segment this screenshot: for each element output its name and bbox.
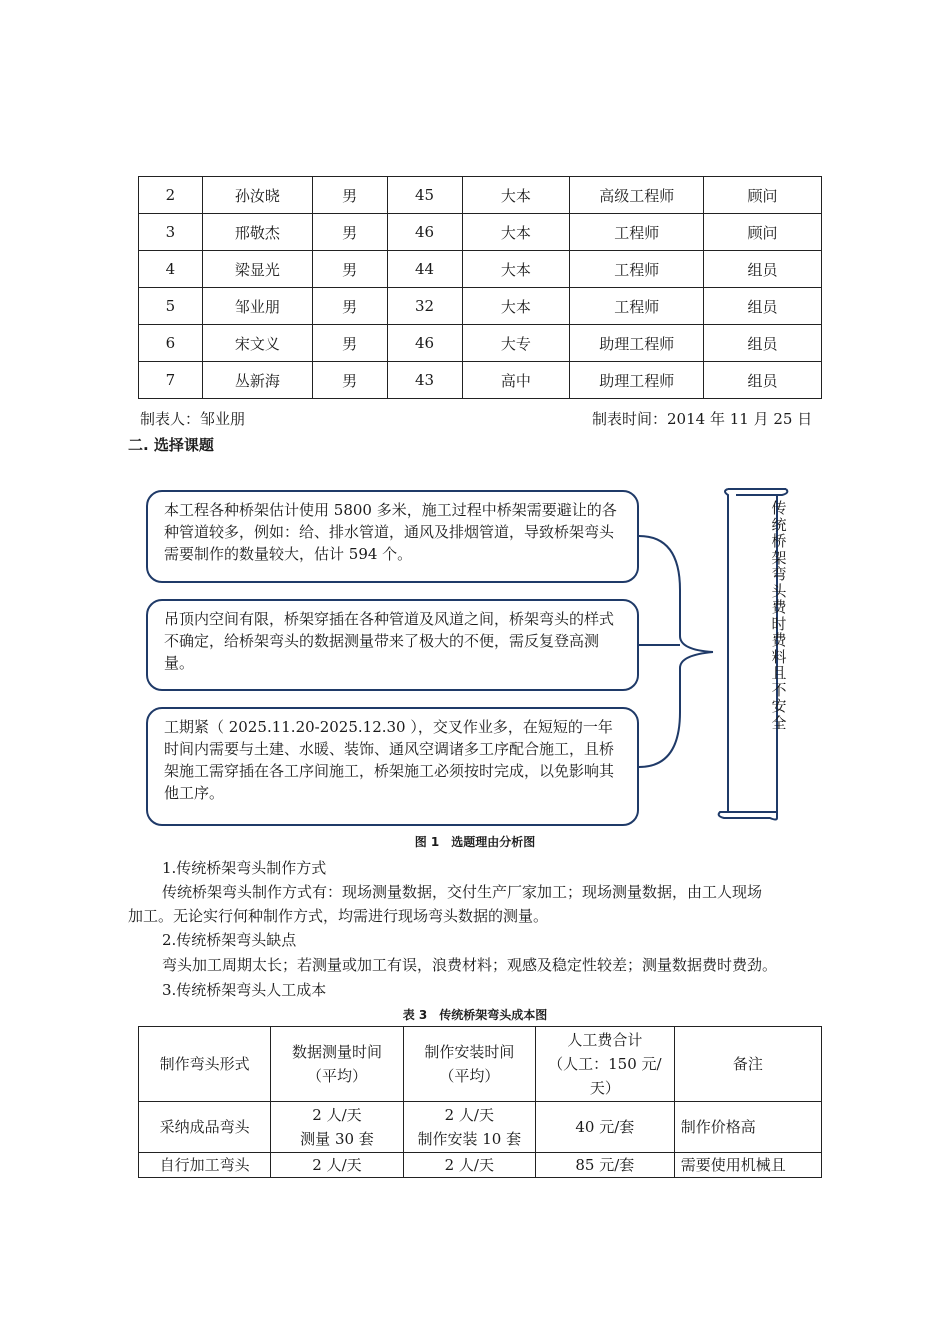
table-cell: 4	[139, 251, 203, 288]
cost-table	[138, 1026, 822, 1178]
paragraph-method-2: 加工。无论实行何种制作方式，均需进行现场弯头数据的测量。	[128, 907, 549, 925]
table-cell: 43	[387, 362, 462, 399]
table-row	[139, 1102, 822, 1153]
table-cell: 男	[312, 325, 387, 362]
table-cell: 自行加工弯头	[139, 1153, 271, 1178]
table-header-cell: 备注	[674, 1027, 821, 1102]
section-title: 二. 选择课题	[128, 436, 214, 454]
table-row	[139, 362, 822, 399]
table-cell: 2	[139, 177, 203, 214]
table-cell: 2 人/天 测量 30 套	[271, 1102, 403, 1153]
table-cell: 工程师	[570, 251, 704, 288]
table-cell: 丛新海	[202, 362, 312, 399]
table-cell: 男	[312, 288, 387, 325]
table-cell: 男	[312, 177, 387, 214]
table-row	[139, 325, 822, 362]
table-cell: 制作价格高	[674, 1102, 821, 1153]
table-header-cell: 制作安装时间 （平均）	[403, 1027, 535, 1102]
table-cell: 男	[312, 362, 387, 399]
table-row	[139, 288, 822, 325]
table-row	[139, 177, 822, 214]
table-cell: 大本	[462, 214, 570, 251]
table-cell: 顾问	[704, 177, 822, 214]
table-cell: 大专	[462, 325, 570, 362]
table-row	[139, 214, 822, 251]
heading-method: 1.传统桥架弯头制作方式	[162, 859, 327, 877]
table-cell: 组员	[704, 325, 822, 362]
table-cell: 2 人/天 制作安装 10 套	[403, 1102, 535, 1153]
table-cell: 梁显光	[202, 251, 312, 288]
table-cell: 46	[387, 325, 462, 362]
table-made-time: 制表时间：2014 年 11 月 25 日	[592, 410, 813, 428]
table-cell: 44	[387, 251, 462, 288]
table-cell: 需要使用机械且	[674, 1153, 821, 1178]
table-cell: 工程师	[570, 214, 704, 251]
table-cell: 助理工程师	[570, 362, 704, 399]
table-cell: 高中	[462, 362, 570, 399]
table-maker: 制表人：邹业朋	[140, 410, 246, 428]
table-cell: 2 人/天	[271, 1153, 403, 1178]
figure-caption: 图 1 选题理由分析图	[414, 835, 536, 849]
table-cell: 45	[387, 177, 462, 214]
table-cell: 7	[139, 362, 203, 399]
table-cell: 3	[139, 214, 203, 251]
table-row	[139, 1153, 822, 1178]
paragraph-defects: 弯头加工周期太长；若测量或加工有误，浪费材料；观感及稳定性较差；测量数据费时费劲。	[162, 956, 778, 974]
table-cell: 男	[312, 214, 387, 251]
table-cell: 助理工程师	[570, 325, 704, 362]
table-cell: 邢敬杰	[202, 214, 312, 251]
table-cell: 32	[387, 288, 462, 325]
table-cell: 邹业朋	[202, 288, 312, 325]
table-cell: 工程师	[570, 288, 704, 325]
table-header-cell: 数据测量时间 （平均）	[271, 1027, 403, 1102]
table-cell: 46	[387, 214, 462, 251]
table-header-cell: 制作弯头形式	[139, 1027, 271, 1102]
table-cell: 采纳成品弯头	[139, 1102, 271, 1153]
table-header-row	[139, 1027, 822, 1102]
table-cell: 高级工程师	[570, 177, 704, 214]
table-cell: 宋文义	[202, 325, 312, 362]
table-cell: 85 元/套	[535, 1153, 674, 1178]
table-cell: 40 元/套	[535, 1102, 674, 1153]
table-cell: 大本	[462, 251, 570, 288]
reason-box-2: 吊顶内空间有限，桥架穿插在各种管道及风道之间，桥架弯头的样式不确定，给桥架弯头的数据测量带来了极大的不便，需反复登高测量。	[146, 599, 639, 691]
reason-box-3: 工期紧（ 2025.11.20-2025.12.30 ），交叉作业多，在短短的一年时间内需要与土建、水暖、装饰、通风空调诸多工序配合施工，且桥架施工需穿插在各工序间施工，桥架施工必须按时完成，以免影响其他工序。	[146, 707, 639, 826]
table-cell: 5	[139, 288, 203, 325]
table-cell: 大本	[462, 288, 570, 325]
table-cell: 2 人/天	[403, 1153, 535, 1178]
table-header-cell: 人工费合计 （人工：150 元/ 天）	[535, 1027, 674, 1102]
members-table	[138, 176, 822, 399]
paragraph-method-1: 传统桥架弯头制作方式有：现场测量数据，交付生产厂家加工；现场测量数据，由工人现场	[162, 883, 763, 901]
table-cell: 顾问	[704, 214, 822, 251]
table3-caption: 表 3 传统桥架弯头成本图	[402, 1008, 548, 1022]
table-cell: 大本	[462, 177, 570, 214]
conclusion-text: 传统桥架弯头费时费料且不安全	[771, 499, 787, 732]
table-cell: 组员	[704, 362, 822, 399]
heading-cost: 3.传统桥架弯头人工成本	[162, 981, 327, 999]
reason-box-1: 本工程各种桥架估计使用 5800 多米，施工过程中桥架需要避让的各种管道较多，例如：给、排水管道，通风及排烟管道，导致桥架弯头需要制作的数量较大，估计 594 个。	[146, 490, 639, 583]
table-cell: 孙汝晓	[202, 177, 312, 214]
heading-defects: 2.传统桥架弯头缺点	[162, 931, 297, 949]
table-cell: 组员	[704, 251, 822, 288]
table-row	[139, 251, 822, 288]
table-cell: 男	[312, 251, 387, 288]
table-cell: 组员	[704, 288, 822, 325]
table-cell: 6	[139, 325, 203, 362]
